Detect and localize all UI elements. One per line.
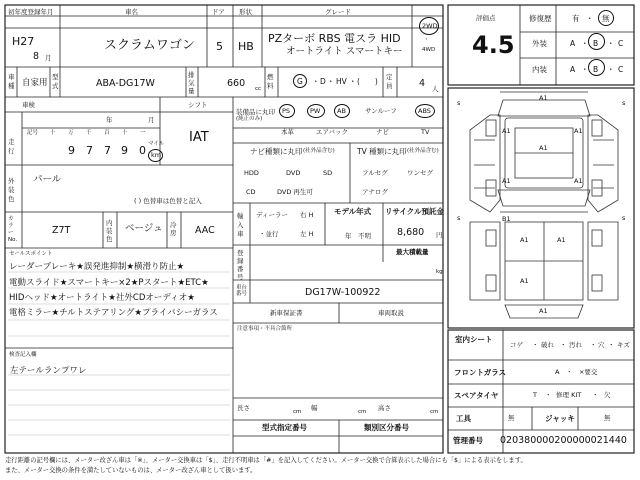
- model-year-value: 年 不明: [345, 232, 371, 240]
- dot-yogore: ・: [590, 341, 597, 349]
- dot-spare-kit: ・: [592, 391, 599, 399]
- dot-koge: ・: [532, 341, 539, 349]
- interior-b: B: [593, 65, 599, 74]
- recycle-value: 8,680: [397, 227, 425, 238]
- inspector-label: 検査記入欄: [9, 352, 37, 358]
- fuel-dot1: ・: [312, 77, 320, 86]
- spare-tire-label: スペアタイヤ: [454, 391, 499, 400]
- drive-4wd: 4WD: [422, 47, 436, 53]
- mark-a1-left-front: A1: [502, 127, 511, 135]
- length-cm: cm: [293, 409, 302, 415]
- tool-label: 工具: [456, 414, 471, 423]
- capacity-label: 定員: [386, 73, 393, 90]
- mileage-digit-1: 9: [68, 144, 75, 157]
- import-dealer: ディーラー: [256, 211, 288, 219]
- jack-value: 無: [604, 414, 611, 422]
- digit-label-5: 十: [122, 130, 128, 136]
- tv-types-label: TV 種類に丸印: [357, 147, 407, 156]
- grade-line2: オートライト スマートキー: [286, 46, 403, 57]
- color-value: パール: [33, 174, 62, 185]
- fuel-hv: HV: [336, 77, 347, 86]
- shift-label: シフト: [188, 101, 208, 109]
- navi-sd: SD: [323, 169, 333, 177]
- digit-label-0: 記号: [27, 130, 39, 136]
- shift-value: IAT: [189, 130, 209, 145]
- repair-yes: 有: [572, 14, 580, 23]
- interior-seats-label: 室内シート: [455, 335, 493, 344]
- width-label: 幅: [311, 404, 318, 412]
- repair-label: 修復歴: [529, 14, 552, 23]
- equip-abs: ABS: [418, 107, 431, 115]
- length-label: 長さ: [237, 404, 250, 412]
- spare-none: 欠: [604, 391, 611, 399]
- dot-ana: ・: [608, 341, 615, 349]
- exterior-b: B: [593, 39, 599, 48]
- notes-label: 注意事項・不具合箇所: [237, 326, 293, 332]
- model-label: 型式: [52, 73, 59, 90]
- repair-dot: ・: [586, 14, 594, 23]
- fuel-other: ( ): [357, 77, 378, 86]
- import-label: 輸入車: [237, 212, 244, 238]
- recycle-yen: 円: [436, 231, 443, 239]
- navi-dvd-play: DVD 再生可: [277, 188, 313, 196]
- mark-a1-left-rear: A1: [502, 177, 511, 185]
- shape-label: 形状: [239, 8, 252, 16]
- body-shape: HB: [238, 40, 254, 53]
- seat-koge: コゲ: [510, 341, 523, 349]
- mark-a1-rear: A1: [539, 307, 548, 315]
- max-load-kg: kg: [436, 269, 443, 275]
- navi-types-label: ナビ種類に丸印: [250, 147, 303, 156]
- door-count: 5: [216, 40, 223, 53]
- color-no: Z7T: [52, 225, 71, 236]
- footer-line1: 走行距離の記号欄には、メーター改ざん車は「※」、メーター交換車は「$」、走行不明車は「#」を記入してください。メーター交換で合算表示した場合にも「$」による表示をします。: [5, 457, 527, 464]
- car-name-label: 車名: [125, 8, 138, 16]
- seat-yabure: 破れ: [541, 341, 554, 349]
- mark-a1-low-3: A1: [520, 277, 529, 285]
- height-label: 高さ: [378, 404, 391, 412]
- equip-navi: ナビ: [376, 128, 389, 136]
- sales-point-line2: 電動スライド★スマートキー×2★Pスタート★ETC★: [9, 278, 209, 288]
- footer-line2: また、メーター交換の条件を満たしていないものは、メーター改ざん車として扱います。: [5, 467, 257, 474]
- navi-hdd: HDD: [244, 169, 259, 177]
- width-cm: cm: [358, 409, 367, 415]
- digit-label-1: 十: [50, 130, 56, 136]
- fuel-dot3: ・: [349, 77, 357, 86]
- equip-leather: 本革: [281, 128, 294, 136]
- eval-label: 評価点: [476, 14, 496, 22]
- chassis-label: 車台番号: [236, 285, 248, 297]
- seat-ana: 穴: [598, 341, 605, 349]
- color-note: ( ) 色替車は色替と記入: [134, 197, 202, 205]
- reg-year-label: 初年度登録年月: [8, 8, 54, 16]
- max-load-label: 最大積載量: [396, 248, 429, 256]
- jack-label: ジャッキ: [545, 414, 575, 423]
- mileage-label: 走行: [8, 138, 15, 155]
- inspector-line1: 左テールランプワレ: [10, 366, 87, 376]
- management-label: 管理番号: [453, 436, 483, 445]
- tv-fullseg: フルセグ: [362, 169, 388, 177]
- management-value: 020380000200000021440: [500, 435, 627, 446]
- recycle-label: リサイクル預託金: [385, 207, 444, 216]
- dot-spare-t: ・: [545, 391, 552, 399]
- kind-value: 自家用: [22, 78, 48, 88]
- fuel-label: 燃料: [267, 73, 274, 90]
- seat-yogore: 汚れ: [569, 341, 582, 349]
- mark-a1-roof: A1: [539, 144, 548, 152]
- reg-month-unit: 月: [45, 54, 52, 62]
- color-label: 外装色: [8, 177, 15, 203]
- sales-point-line4: 電格ミラー★チルトステアリング★プライバシーガラス: [9, 308, 218, 318]
- drive-2wd: 2WD: [422, 22, 438, 30]
- spare-kit: 修理 KIT: [556, 391, 582, 399]
- ac-value: AAC: [195, 225, 215, 236]
- type-no-label: 型式指定番号: [262, 423, 307, 432]
- digit-label-2: 万: [68, 130, 74, 136]
- side-marker-3: s: [457, 214, 461, 222]
- fuel-dot2: ・: [327, 77, 335, 86]
- displacement-cc: cc: [255, 86, 262, 92]
- inspection-label: 車検: [22, 101, 35, 109]
- equip-ps: PS: [282, 107, 291, 115]
- side-marker-4: s: [622, 214, 626, 222]
- mileage-digit-3: 7: [104, 144, 111, 157]
- mark-a1-low-1: A1: [520, 236, 529, 244]
- exterior-dot2: ・: [607, 39, 615, 48]
- tv-oneseg: ワンセグ: [407, 169, 433, 177]
- interior-dot1: ・: [581, 65, 589, 74]
- mileage-digit-2: 7: [86, 144, 93, 157]
- inspection-year-unit: 年: [106, 116, 113, 124]
- equip-ab: AB: [337, 107, 346, 115]
- equipment-label-sub: (純正のみ): [236, 116, 263, 122]
- equip-pw: PW: [310, 107, 321, 115]
- reg-no-label: 登録番号: [237, 249, 244, 281]
- equip-sunroof: サンルーフ: [365, 107, 397, 115]
- car-name: スクラムワゴン: [104, 38, 195, 53]
- exterior-dot1: ・: [581, 39, 589, 48]
- door-label: ドア: [212, 8, 225, 16]
- tool-value: 無: [508, 414, 515, 422]
- fuel-d: D: [320, 77, 326, 86]
- grade-line1: PZターボ RBS 電スラ HID: [268, 32, 401, 45]
- interior-dot2: ・: [607, 65, 615, 74]
- navi-dvd: DVD: [286, 169, 301, 177]
- equipment-label: 装備品に丸印: [236, 108, 275, 116]
- capacity-value: 4: [419, 78, 426, 89]
- sales-point-line3: HIDヘッド★オートライト★社外CDオーディオ★: [9, 293, 195, 303]
- fuel-g: G: [297, 77, 303, 86]
- digit-label-3: 千: [86, 130, 92, 136]
- tv-analog: アナログ: [362, 188, 388, 196]
- equip-aero: エアバック: [316, 128, 348, 136]
- grade-label: グレード: [325, 8, 351, 16]
- mark-a1-front: A1: [539, 94, 548, 102]
- exterior-a: A: [570, 39, 576, 48]
- interior-c: C: [618, 65, 624, 74]
- drive-dot: ・: [424, 37, 430, 43]
- interior-color-value: ベージュ: [125, 223, 163, 234]
- interior-a: A: [570, 65, 576, 74]
- model-value: ABA-DG17W: [96, 78, 155, 89]
- mark-a1-right-rear: A1: [574, 177, 583, 185]
- sales-point-line1: レーダーブレーキ★誤発進抑制★横滑り防止★: [9, 262, 185, 272]
- side-marker-1: s: [457, 99, 461, 107]
- tv-types-sub: (社外品含む): [407, 148, 439, 154]
- interior-color-label: 内装色: [106, 219, 113, 243]
- front-glass-label: フロントガラス: [454, 368, 507, 377]
- km-unit: km: [151, 151, 162, 159]
- vehicle-diagram: [470, 92, 618, 318]
- digit-label-4: 百: [104, 130, 110, 136]
- warranty-manual: 車両取説: [378, 309, 404, 317]
- import-left-hand: 左 H: [300, 230, 314, 238]
- interior-label: 内装: [532, 65, 547, 74]
- import-right-hand: 右 H: [300, 211, 314, 219]
- mark-b1: B1: [502, 215, 511, 223]
- capacity-unit: 人: [432, 85, 439, 93]
- spare-t: T: [533, 391, 537, 399]
- front-glass-value: A ・ ×要交: [555, 368, 598, 376]
- height-cm: cm: [430, 409, 439, 415]
- reg-month: 8: [33, 51, 40, 62]
- inspection-month-unit: 月: [148, 116, 155, 124]
- exterior-label: 外装: [532, 39, 547, 48]
- mark-a1-low-2: A1: [557, 236, 566, 244]
- mark-a1-right-front: A1: [574, 127, 583, 135]
- displacement-value: 660: [227, 78, 246, 89]
- dot-yabure: ・: [560, 341, 567, 349]
- model-year-label: モデル年式: [334, 207, 372, 216]
- mile-unit: マイル: [148, 141, 165, 147]
- sales-point-label: セールスポイント: [9, 251, 53, 257]
- reg-year: H27: [12, 35, 35, 48]
- exterior-c: C: [618, 39, 624, 48]
- seat-kizu: キズ: [617, 341, 630, 349]
- navi-types-sub: (社外品含む): [303, 148, 335, 154]
- mileage-digit-5: 0: [139, 144, 146, 157]
- import-other: ・並行: [259, 230, 279, 238]
- ac-label: 冷房: [170, 221, 177, 237]
- navi-cd: CD: [246, 188, 256, 196]
- side-marker-2: s: [622, 99, 626, 107]
- color-no-label: カラー No.: [8, 216, 18, 243]
- digit-label-6: 一: [140, 130, 146, 136]
- kind-label: 車種: [8, 73, 15, 90]
- equip-tv: TV: [421, 128, 430, 136]
- repair-no: 無: [602, 14, 610, 23]
- displacement-label: 排気量: [188, 71, 195, 95]
- mileage-digit-4: 9: [121, 144, 128, 157]
- warranty-new-car: 新車保証書: [270, 309, 303, 317]
- class-no-label: 類別区分番号: [364, 423, 409, 432]
- chassis-value: DG17W-100922: [305, 287, 381, 298]
- eval-score: 4.5: [472, 31, 515, 59]
